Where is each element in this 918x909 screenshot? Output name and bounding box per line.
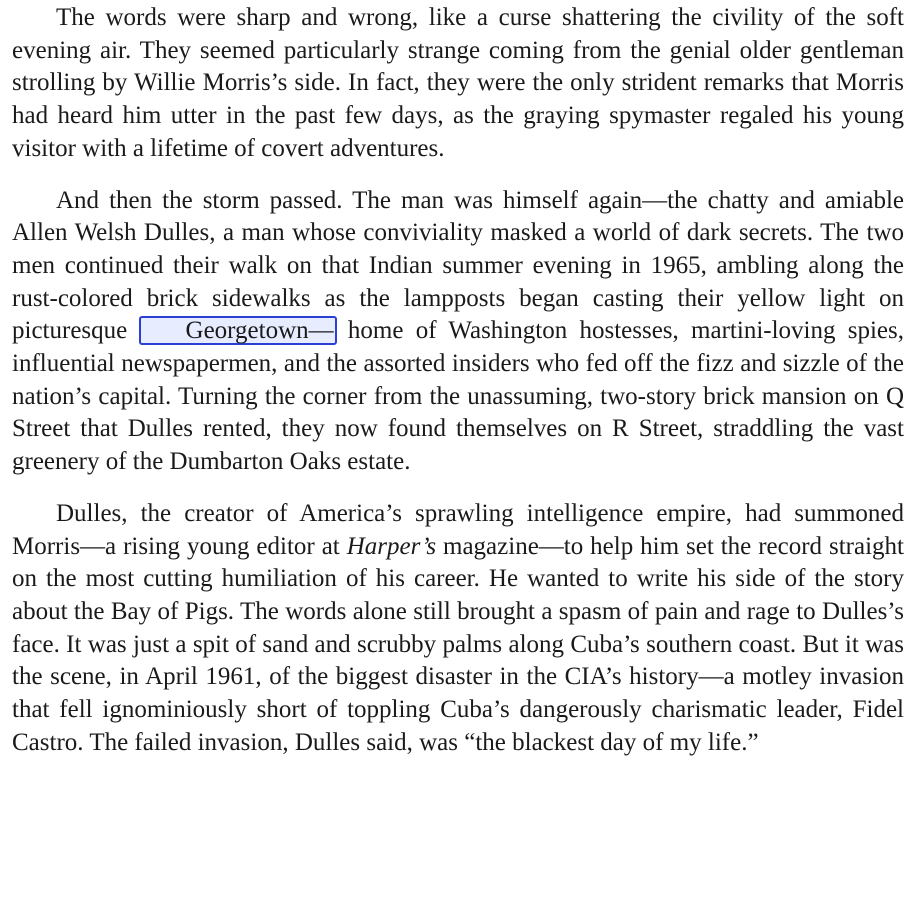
highlighted-word-georgetown[interactable]: Georgetown— xyxy=(139,316,337,345)
paragraph-2-text-before: And then the storm passed. The man was himself again—the chatty and amiable Allen Welsh Dulles, a man whose conviviality masked a world of dark secrets. The two men continued their walk on that Indian summer evening in 1965, ambling along the rust-colored brick sidewalks as the lampposts began casting their yellow light on picturesque xyxy=(12,186,904,345)
paragraph-3-text-after: magazine—to help him set the record straight on the most cutting humiliation of his career. He wanted to write his side of the story about the Bay of Pigs. The words alone still brought a spasm of pain and rage to Dulles’s face. It was just a spit of sand and scrubby palms along Cuba’s southern coast. But it was the scene, in April 1961, of the biggest disaster in the CIA’s history—a motley invasion that fell ignominiously short of toppling Cuba’s dangerously charismatic leader, Fidel Castro. The failed invasion, Dulles said, was “the blackest day of my life.” xyxy=(12,532,904,756)
paragraph-3-text-before: Dulles, the creator of America’s sprawling intelligence empire, had summoned Morris—a rising young editor at xyxy=(12,499,904,560)
italic-title-harpers: Harper’s xyxy=(346,532,437,560)
document-page xyxy=(12,2,904,759)
paragraph-2-text-after: home of Washington hostesses, martini-loving spies, influential newspapermen, and the assorted insiders who fed off the fizz and sizzle of the nation’s capital. Turning the corner from the unassuming, two-story brick mansion on Q Street that Dulles rented, they now found themselves on R Street, straddling the vast greenery of the Dumbarton Oaks estate. xyxy=(12,317,905,476)
paragraph-1 xyxy=(12,2,904,166)
paragraph-2 xyxy=(12,185,904,479)
paragraph-3 xyxy=(12,498,904,760)
paragraph-1-text: The words were sharp and wrong, like a curse shattering the civility of the soft evening air. They seemed particularly strange coming from the genial older gentleman strolling by Willie Morris’s side. In fact, they were the only strident remarks that Morris had heard him utter in the past few days, as the graying spymaster regaled his young visitor with a lifetime of covert adventures. xyxy=(12,4,904,162)
